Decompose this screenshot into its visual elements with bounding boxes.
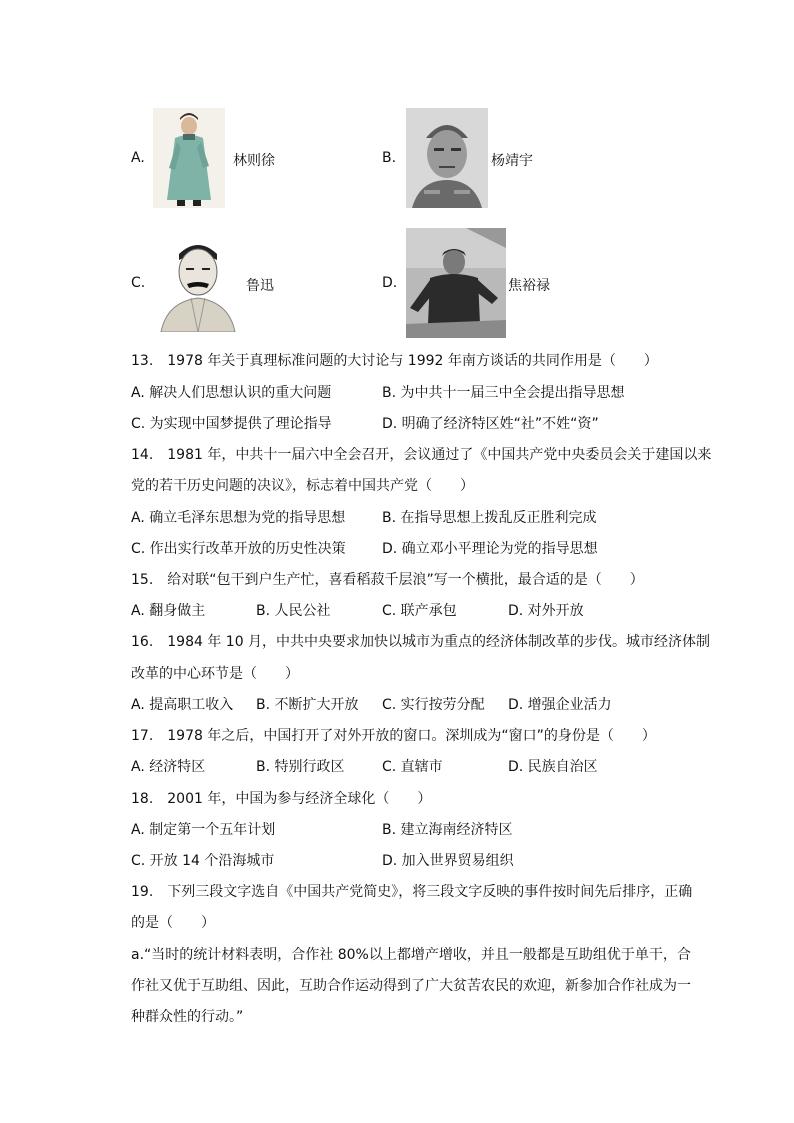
option: A. 解决人们思想认识的重大问题 xyxy=(131,385,332,401)
question-stem: 15. 给对联“包干到户生产忙，喜看稻菽千层浪”写一个横批，最合适的是（ ） xyxy=(131,572,644,588)
option: C. 直辖市 xyxy=(382,759,443,775)
option-c-letter: C. xyxy=(131,275,146,291)
option: A. 经济特区 xyxy=(131,759,206,775)
passage-a-line: 种群众性的行动。” xyxy=(131,1009,244,1025)
option: D. 对外开放 xyxy=(508,603,584,619)
option: B. 建立海南经济特区 xyxy=(382,822,513,838)
option: A. 制定第一个五年计划 xyxy=(131,822,276,838)
option: B. 在指导思想上拨乱反正胜利完成 xyxy=(382,510,597,526)
option: C. 作出实行改革开放的历史性决策 xyxy=(131,541,346,557)
portrait-lu-xun-image xyxy=(153,232,243,332)
question-stem: 改革的中心环节是（ ） xyxy=(131,666,299,682)
option: B. 特别行政区 xyxy=(256,759,345,775)
option: B. 不断扩大开放 xyxy=(256,697,359,713)
option: A. 确立毛泽东思想为党的指导思想 xyxy=(131,510,346,526)
question-stem: 党的若干历史问题的决议》，标志着中国共产党（ ） xyxy=(131,478,474,494)
option: D. 明确了经济特区姓“社”不姓“资” xyxy=(382,416,599,432)
question-stem: 16. 1984 年 10 月，中共中央要求加快以城市为重点的经济体制改革的步伐。城市经济体制 xyxy=(131,634,711,650)
option: D. 加入世界贸易组织 xyxy=(382,853,514,869)
option-a-name: 林则徐 xyxy=(233,153,275,169)
question-stem: 的是（ ） xyxy=(131,915,215,931)
passage-a-line: 作社又优于互助组、因此，互助合作运动得到了广大贫苦农民的欢迎，新参加合作社成为一 xyxy=(131,978,691,994)
question-stem: 19. 下列三段文字选自《中国共产党简史》，将三段文字反映的事件按时间先后排序，正确 xyxy=(131,884,693,900)
option-b-name: 杨靖宇 xyxy=(491,153,533,169)
option: C. 开放 14 个沿海城市 xyxy=(131,853,275,869)
passage-a-line: a.“当时的统计材料表明，合作社 80%以上都增产增收，并且一般都是互助组优于单干，合 xyxy=(131,947,691,963)
portrait-jiao-yulu-image xyxy=(406,228,506,338)
option-b-letter: B. xyxy=(382,150,397,166)
option-d-letter: D. xyxy=(382,275,398,291)
option: D. 增强企业活力 xyxy=(508,697,612,713)
option-c-name: 鲁迅 xyxy=(246,278,274,294)
option: D. 民族自治区 xyxy=(508,759,598,775)
option: C. 实行按劳分配 xyxy=(382,697,485,713)
question-stem: 17. 1978 年之后，中国打开了对外开放的窗口。深圳成为“窗口”的身份是（ ） xyxy=(131,728,656,744)
option: A. 翻身做主 xyxy=(131,603,206,619)
portrait-lin-zexu-image xyxy=(153,108,225,208)
question-stem: 13. 1978 年关于真理标准问题的大讨论与 1992 年南方谈话的共同作用是（ ） xyxy=(131,353,658,369)
option-a-letter: A. xyxy=(131,150,145,166)
option: C. 为实现中国梦提供了理论指导 xyxy=(131,416,332,432)
option: B. 为中共十一届三中全会提出指导思想 xyxy=(382,385,625,401)
option: B. 人民公社 xyxy=(256,603,331,619)
option: A. 提高职工收入 xyxy=(131,697,234,713)
option-d-name: 焦裕禄 xyxy=(508,278,550,294)
option: C. 联产承包 xyxy=(382,603,457,619)
question-stem: 14. 1981 年，中共十一届六中全会召开，会议通过了《中国共产党中央委员会关于建国以来 xyxy=(131,447,712,463)
question-stem: 18. 2001 年，中国为参与经济全球化（ ） xyxy=(131,791,432,807)
option: D. 确立邓小平理论为党的指导思想 xyxy=(382,541,598,557)
portrait-yang-jingyu-image xyxy=(406,108,488,208)
